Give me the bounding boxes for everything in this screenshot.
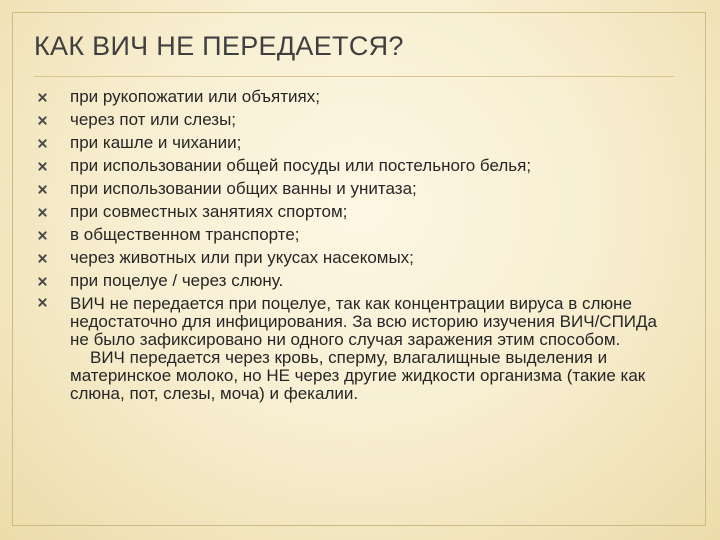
x-mark-icon: [38, 162, 47, 171]
list-item-text: через пот или слезы;: [70, 110, 237, 129]
list-item: [38, 269, 678, 292]
x-mark-icon: [38, 231, 47, 240]
list-item: [38, 246, 678, 269]
list-item: [38, 177, 678, 200]
list-item: [38, 85, 678, 108]
x-mark-icon: [38, 277, 47, 286]
list-item: [38, 108, 678, 131]
x-mark-icon: [38, 208, 47, 217]
list-item-text: при использовании общих ванны и унитаза;: [70, 179, 417, 198]
list-item: [38, 223, 678, 246]
list-item-text: при рукопожатии или объятиях;: [70, 87, 320, 106]
list-item: [38, 154, 678, 177]
list-item-text: при использовании общей посуды или постельного белья;: [70, 156, 532, 175]
list-item-text: в общественном транспорте;: [70, 225, 300, 244]
x-mark-icon: [38, 93, 47, 102]
x-mark-icon: [38, 139, 47, 148]
list-item-text: при совместных занятиях спортом;: [70, 202, 348, 221]
list-item-text: при кашле и чихании;: [70, 133, 242, 152]
bullet-list: [38, 85, 678, 403]
continuation-paragraph: ВИЧ передается через кровь, сперму, влагалищные выделения и материнское молоко, но НЕ через другие жидкости организма (такие как слюна, пот, слезы, моча) и фекалии.: [70, 348, 646, 403]
title-divider: [34, 76, 674, 77]
x-mark-icon: [38, 116, 47, 125]
list-item-text: ВИЧ не передается при поцелуе, так как концентрации вируса в слюне недостаточно для инфицирования. За всю историю изучения ВИЧ/СПИДа не было зафиксировано ни одного случая заражения этим способом.: [70, 294, 657, 349]
list-item-text: при поцелуе / через слюну.: [70, 271, 284, 290]
list-item: [38, 131, 678, 154]
list-item: [38, 200, 678, 223]
x-mark-icon: [38, 185, 47, 194]
list-item-text: через животных или при укусах насекомых;: [70, 248, 414, 267]
x-mark-icon: [38, 298, 47, 307]
list-item: [38, 292, 678, 403]
slide-title: КАК ВИЧ НЕ ПЕРЕДАЕТСЯ?: [34, 31, 404, 61]
x-mark-icon: [38, 254, 47, 263]
